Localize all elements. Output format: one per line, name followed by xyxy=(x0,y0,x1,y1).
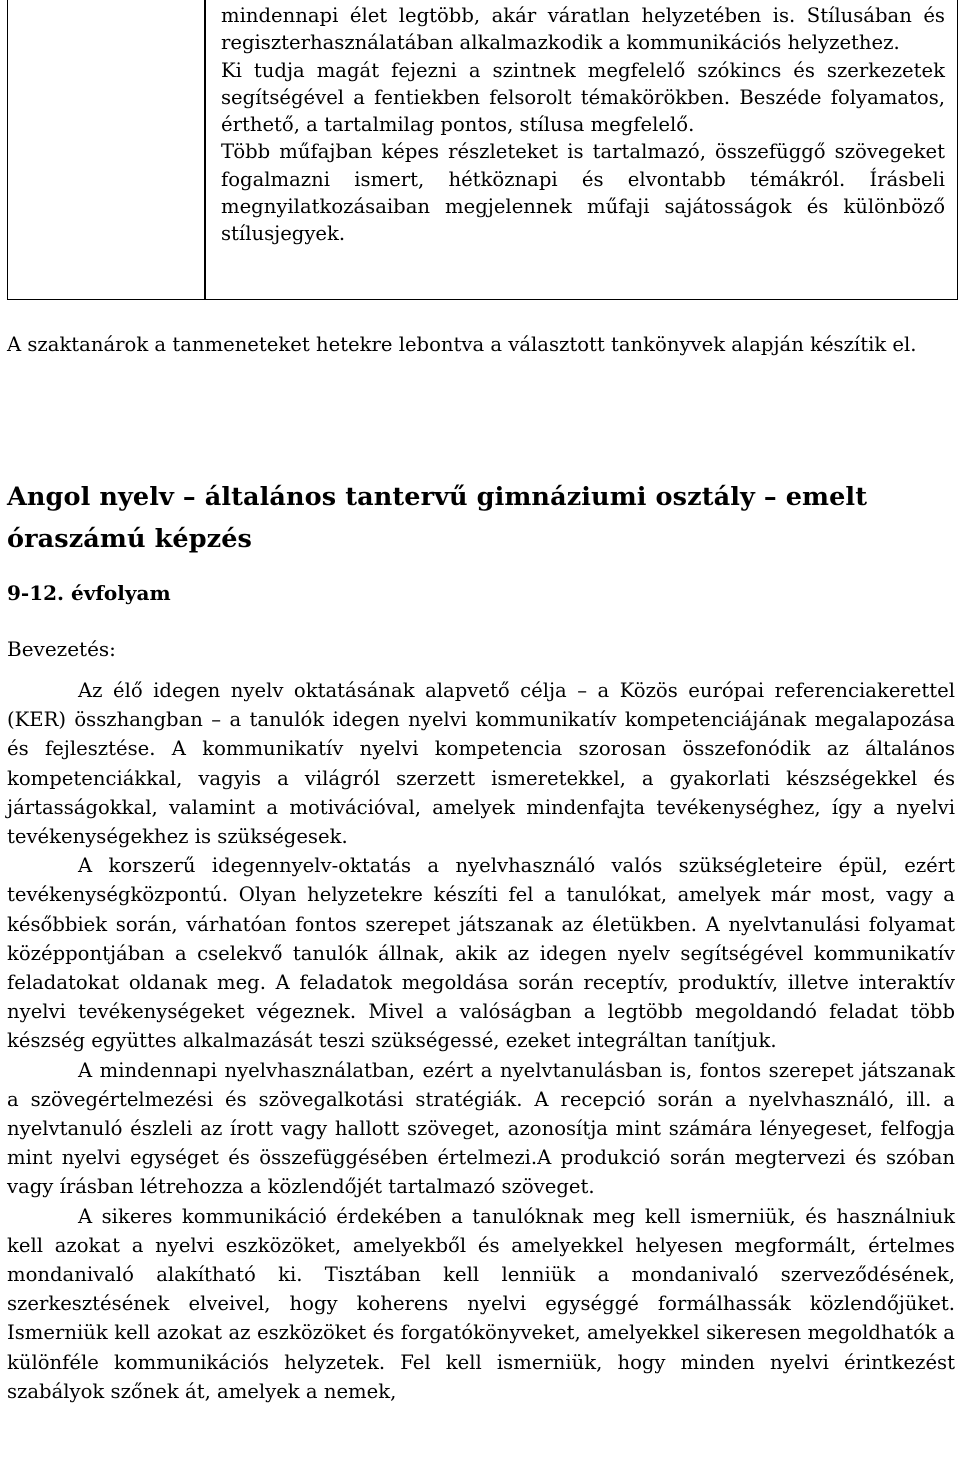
grade-label: 9-12. évfolyam xyxy=(7,581,171,605)
intro-heading: Bevezetés: xyxy=(7,637,116,661)
body-paragraph: Az élő idegen nyelv oktatásának alapvető célja – a Közös európai referenciakerettel (KER) összhangban – a tanulók idegen nyelvi kommunikatív kompetenciájának megalapozása és fejlesztése. A kommunikatív nyelvi kompetencia szorosan összefonódik az általános kompetenciákkal, vagyis a világról szerzett ismeretekkel, a gyakorlati készségekkel és jártasságokkal, valamint a motivációval, amelyek mindenfajta tevékenységhez, így a nyelvi tevékenységekhez is szükségesek. xyxy=(7,679,955,849)
table-paragraph: mindennapi élet legtöbb, akár váratlan helyzetében is. Stílusában és regiszterhasználatában alkalmazkodik a kommunikációs helyzethez. xyxy=(221,4,945,55)
intro-body xyxy=(7,676,955,1406)
syllabus-note: A szaktanárok a tanmeneteket hetekre lebontva a választott tankönyvek alapján készítik el. xyxy=(7,333,917,356)
section-title: Angol nyelv – általános tantervű gimnáziumi osztály – emelt óraszámú képzés xyxy=(7,482,868,554)
table-paragraph: Ki tudja magát fejezni a szintnek megfelelő szókincs és szerkezetek segítségével a fentiekben felsorolt témakörökben. Beszéde folyamatos, érthető, a tartalmilag pontos, stílusa megfelelő. xyxy=(221,58,945,137)
body-paragraph: A mindennapi nyelvhasználatban, ezért a nyelvtanulásban is, fontos szerepet játszanak a szövegértelmezési és szövegalkotási stratégiák. A recepció során a nyelvhasználó, ill. a nyelvtanuló észleli az írott vagy hallott szöveget, azonosítja mint számára lényegeset, felfogja mint nyelvi egységet és összefüggésében értelmezi.A produkció során megtervezi és szóban vagy írásban létrehozza a közlendőjét tartalmazó szöveget. xyxy=(7,1058,955,1199)
body-paragraph: A sikeres kommunikáció érdekében a tanulóknak meg kell ismerniük, és használniuk kell azokat a nyelvi eszközöket, amelyekből és amelyekkel helyesen megformált, értelmes mondanivaló alakítható ki. Tisztában kell lenniük a mondanivaló szerveződésének, szerkesztésének elveivel, hogy koherens nyelvi egységgé formálhassák közlendőjüket. Ismerniük kell azokat az eszközöket és forgatókönyveket, amelyekkel sikeresen megoldhatók a különféle kommunikációs helyzetek. Fel kell ismerniük, hogy minden nyelvi érintkezést szabályok szőnek át, amelyek a nemek, xyxy=(7,1204,955,1403)
table-column-divider xyxy=(204,0,206,300)
body-paragraph: A korszerű idegennyelv-oktatás a nyelvhasználó valós szükségleteire épül, ezért tevékenységközpontú. Olyan helyzetekre készíti fel a tanulókat, amelyek már most, vagy a későbbiek során, várhatóan fontos szerepet játszanak az életükben. A nyelvtanulási folyamat középpontjában a cselekvő tanulók állnak, akik az idegen nyelv segítségével kommunikatív feladatokat oldanak meg. A feladatok megoldása során receptív, produktív, illetve interaktív nyelvi tevékenységeket végeznek. Mivel a valóságban a legtöbb megoldandó feladat több készség együttes alkalmazását teszi szükségessé, ezeket integráltan tanítjuk. xyxy=(7,854,955,1053)
table-paragraph: Több műfajban képes részleteket is tartalmazó, összefüggő szövegeket fogalmazni ismert, hétköznapi és elvontabb témákról. Írásbeli megnyilatkozásaiban megjelennek műfaji sajátosságok és különböző stílusjegyek. xyxy=(221,140,945,246)
table-cell-text xyxy=(221,2,945,248)
